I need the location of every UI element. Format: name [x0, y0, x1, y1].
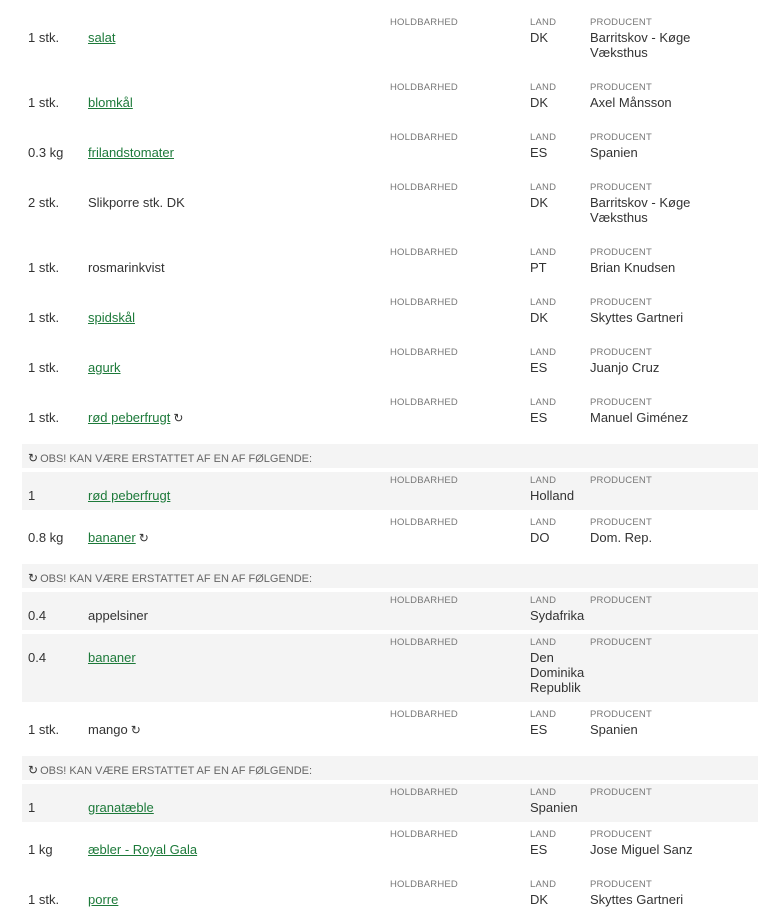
land-value: DO — [530, 530, 550, 545]
producer-value: Axel Månsson — [590, 95, 672, 110]
item-row — [22, 244, 758, 282]
item-row — [22, 79, 758, 117]
holdbarhed-label: HOLDBARHED — [390, 829, 458, 840]
item-name: Slikporre stk. DK — [88, 195, 185, 210]
holdbarhed-label: HOLDBARHED — [390, 517, 458, 528]
item-name-wrap — [88, 530, 149, 545]
item-name-link[interactable]: blomkål — [88, 95, 133, 110]
item-quantity: 0.4 — [28, 650, 47, 665]
item-quantity: 1 kg — [28, 842, 53, 857]
item-name-link[interactable]: rød peberfrugt — [88, 410, 171, 425]
land-value: DK — [530, 195, 549, 210]
item-name-link[interactable]: æbler - Royal Gala — [88, 842, 198, 857]
item-quantity: 1 stk. — [28, 410, 60, 425]
item-quantity: 1 stk. — [28, 360, 60, 375]
holdbarhed-label: HOLDBARHED — [390, 182, 458, 193]
item-row — [22, 394, 758, 432]
producer-value: Skyttes Gartneri — [590, 310, 684, 325]
item-name-link[interactable]: agurk — [88, 360, 121, 375]
item-quantity: 1 stk. — [28, 310, 60, 325]
producer-label: PRODUCENT — [590, 397, 652, 408]
holdbarhed-label: HOLDBARHED — [390, 709, 458, 720]
substitution-notice-text — [28, 763, 312, 777]
land-label: LAND — [530, 787, 557, 798]
substitution-notice — [22, 444, 758, 468]
land-label: LAND — [530, 517, 557, 528]
item-name-link[interactable]: frilandstomater — [88, 145, 174, 160]
producer-value: Manuel Giménez — [590, 410, 689, 425]
item-quantity: 0.4 — [28, 608, 47, 623]
holdbarhed-label: HOLDBARHED — [390, 787, 458, 798]
producer-value: Dom. Rep. — [590, 530, 653, 545]
producer-label: PRODUCENT — [590, 247, 652, 258]
holdbarhed-label: HOLDBARHED — [390, 17, 458, 28]
land-value: DK — [530, 892, 549, 907]
land-value: DK — [530, 310, 549, 325]
land-label: LAND — [530, 247, 557, 258]
land-value: ES — [530, 842, 548, 857]
item-quantity: 1 stk. — [28, 30, 60, 45]
item-name: rosmarinkvist — [88, 260, 165, 275]
producer-label: PRODUCENT — [590, 637, 652, 648]
producer-label: PRODUCENT — [590, 595, 652, 606]
substitute-icon: ↻ — [28, 763, 39, 777]
holdbarhed-label: HOLDBARHED — [390, 297, 458, 308]
holdbarhed-label: HOLDBARHED — [390, 397, 458, 408]
land-label: LAND — [530, 637, 557, 648]
holdbarhed-label: HOLDBARHED — [390, 82, 458, 93]
land-value: Den Dominika Republik — [530, 650, 585, 695]
producer-label: PRODUCENT — [590, 17, 652, 28]
holdbarhed-label: HOLDBARHED — [390, 347, 458, 358]
producer-value: Juanjo Cruz — [590, 360, 660, 375]
land-label: LAND — [530, 17, 557, 28]
item-row — [22, 706, 758, 744]
substitute-row — [22, 634, 758, 702]
item-name: mango — [88, 722, 128, 737]
producer-label: PRODUCENT — [590, 709, 652, 720]
substitute-icon: ↻ — [28, 571, 39, 585]
land-label: LAND — [530, 82, 557, 93]
notice-text: OBS! KAN VÆRE ERSTATTET AF EN AF FØLGENDE: — [40, 573, 313, 585]
substitution-notice — [22, 564, 758, 588]
substitution-notice-text — [28, 571, 312, 585]
land-label: LAND — [530, 475, 557, 486]
producer-label: PRODUCENT — [590, 182, 652, 193]
producer-label: PRODUCENT — [590, 297, 652, 308]
item-name-link[interactable]: porre — [88, 892, 119, 907]
item-quantity: 1 — [28, 800, 36, 815]
item-name-link[interactable]: granatæble — [88, 800, 154, 815]
item-name-link[interactable]: bananer — [88, 530, 136, 545]
land-label: LAND — [530, 182, 557, 193]
producer-value: Spanien — [590, 722, 638, 737]
land-label: LAND — [530, 595, 557, 606]
holdbarhed-label: HOLDBARHED — [390, 637, 458, 648]
holdbarhed-label: HOLDBARHED — [390, 132, 458, 143]
item-quantity: 0.8 kg — [28, 530, 64, 545]
land-value: DK — [530, 30, 549, 45]
item-quantity: 1 stk. — [28, 722, 60, 737]
item-name-link[interactable]: bananer — [88, 650, 136, 665]
producer-value: Barritskov - Køge Væksthus — [590, 30, 691, 60]
item-quantity: 1 — [28, 488, 36, 503]
item-quantity: 0.3 kg — [28, 145, 64, 160]
holdbarhed-label: HOLDBARHED — [390, 247, 458, 258]
item-name-link[interactable]: spidskål — [88, 310, 135, 325]
producer-label: PRODUCENT — [590, 82, 652, 93]
item-row — [22, 876, 758, 914]
land-value: ES — [530, 410, 548, 425]
substitution-notice — [22, 756, 758, 780]
land-value: ES — [530, 360, 548, 375]
item-name-link[interactable]: salat — [88, 30, 116, 45]
item-name: appelsiner — [88, 608, 148, 623]
notice-text: OBS! KAN VÆRE ERSTATTET AF EN AF FØLGENDE: — [40, 453, 313, 465]
land-value: Holland — [530, 488, 575, 503]
item-row — [22, 514, 758, 552]
substitute-row — [22, 472, 758, 510]
producer-value: Brian Knudsen — [590, 260, 676, 275]
producer-label: PRODUCENT — [590, 347, 652, 358]
land-value: ES — [530, 722, 548, 737]
item-row — [22, 344, 758, 382]
producer-label: PRODUCENT — [590, 132, 652, 143]
land-label: LAND — [530, 829, 557, 840]
item-quantity: 1 stk. — [28, 892, 60, 907]
substitute-icon: ↻ — [28, 451, 39, 465]
producer-value: Jose Miguel Sanz — [590, 842, 693, 857]
land-label: LAND — [530, 879, 557, 890]
producer-value: Barritskov - Køge Væksthus — [590, 195, 691, 225]
land-label: LAND — [530, 132, 557, 143]
producer-label: PRODUCENT — [590, 517, 652, 528]
item-row — [22, 826, 758, 864]
land-label: LAND — [530, 397, 557, 408]
producer-label: PRODUCENT — [590, 475, 652, 486]
land-value: DK — [530, 95, 549, 110]
item-row — [22, 14, 758, 66]
item-quantity: 2 stk. — [28, 195, 60, 210]
land-value: PT — [530, 260, 547, 275]
item-quantity: 1 stk. — [28, 260, 60, 275]
holdbarhed-label: HOLDBARHED — [390, 595, 458, 606]
item-quantity: 1 stk. — [28, 95, 60, 110]
land-value: Spanien — [530, 800, 578, 815]
notice-text: OBS! KAN VÆRE ERSTATTET AF EN AF FØLGENDE: — [40, 765, 313, 777]
holdbarhed-label: HOLDBARHED — [390, 475, 458, 486]
land-value: ES — [530, 145, 548, 160]
producer-value: Spanien — [590, 145, 638, 160]
item-row — [22, 129, 758, 167]
substitute-icon: ↻ — [138, 531, 149, 545]
land-label: LAND — [530, 297, 557, 308]
substitute-row — [22, 592, 758, 630]
substitute-icon: ↻ — [130, 723, 141, 737]
substitution-notice-text — [28, 451, 312, 465]
substitute-icon: ↻ — [173, 411, 184, 425]
producer-label: PRODUCENT — [590, 787, 652, 798]
producer-label: PRODUCENT — [590, 879, 652, 890]
item-name-link[interactable]: rød peberfrugt — [88, 488, 171, 503]
producer-label: PRODUCENT — [590, 829, 652, 840]
substitute-row — [22, 784, 758, 822]
item-row — [22, 179, 758, 231]
land-label: LAND — [530, 709, 557, 720]
land-value: Sydafrika — [530, 608, 585, 623]
land-label: LAND — [530, 347, 557, 358]
producer-value: Skyttes Gartneri — [590, 892, 684, 907]
item-name-wrap — [88, 410, 183, 425]
item-row — [22, 294, 758, 332]
holdbarhed-label: HOLDBARHED — [390, 879, 458, 890]
item-name-wrap — [88, 722, 141, 737]
